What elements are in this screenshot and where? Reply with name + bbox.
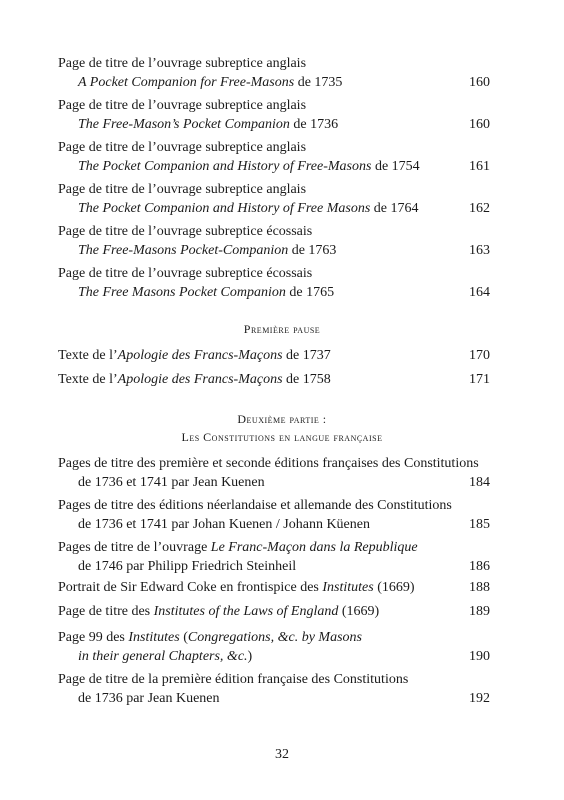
work-title: Institutes	[322, 580, 374, 595]
page-number: 160	[469, 117, 490, 132]
toc-entry	[58, 370, 490, 389]
entry-line: Page de titre de l’ouvrage subreptice anglais	[58, 56, 307, 71]
toc-entry	[58, 346, 490, 365]
page-number: 163	[469, 243, 490, 258]
part-subheading: Les Constitutions en langue française	[181, 430, 383, 444]
page-number: 185	[469, 517, 490, 532]
entry-line: Page de titre des Institutes of the Laws of England (1669)	[58, 604, 380, 619]
entry-line: de 1736 et 1741 par Johan Kuenen / Johann Küenen	[78, 517, 370, 532]
entry-date: de 1763	[288, 243, 337, 258]
entry-line: Page 99 des Institutes (Congregations, &c. by Masons	[58, 630, 362, 645]
work-title: The Pocket Companion and History of Free Masons	[78, 201, 371, 216]
work-title: Congregations, &c. by Masons	[187, 630, 362, 645]
toc-entry	[58, 222, 490, 260]
work-title: Le Franc-Maçon dans la Republique	[210, 540, 418, 555]
part-heading: Deuxième partie :	[237, 412, 327, 426]
entry-line: Pages de titre des première et seconde éditions françaises des Constitutions	[58, 456, 479, 471]
toc-entry	[58, 96, 490, 134]
work-title: Institutes of the Laws of England	[153, 604, 339, 619]
toc-entry	[58, 538, 490, 576]
page-number: 161	[469, 159, 490, 174]
entry-line: Page de titre de la première édition française des Constitutions	[58, 672, 409, 687]
entry-line	[58, 199, 490, 218]
toc-entry	[58, 180, 490, 218]
section-heading: Première pause	[243, 322, 321, 336]
page-number: 171	[469, 372, 490, 387]
entry-date: de 1735	[294, 75, 343, 90]
entry-date: de 1754	[371, 159, 420, 174]
work-title: Institutes	[128, 630, 180, 645]
page-number: 190	[469, 649, 490, 664]
toc-entry	[58, 496, 490, 534]
entry-line: Page de titre de l’ouvrage subreptice écossais	[58, 224, 313, 239]
page-number: 186	[469, 559, 490, 574]
work-title: The Free-Mason’s Pocket Companion	[78, 117, 290, 132]
toc-entry	[58, 138, 490, 176]
entry-line: Pages de titre de l’ouvrage Le Franc-Maçon dans la Republique	[58, 540, 418, 555]
entry-line: Page de titre de l’ouvrage subreptice anglais	[58, 140, 307, 155]
page-number: 184	[469, 475, 490, 490]
entry-line	[58, 157, 490, 176]
work-title: in their general Chapters, &c.	[78, 649, 248, 664]
entry-line	[58, 115, 490, 134]
work-title: Apologie des Francs-Maçons	[117, 348, 283, 363]
toc-entry	[58, 578, 490, 597]
entry-line: Pages de titre des éditions néerlandaise et allemande des Constitutions	[58, 498, 452, 513]
entry-line: de 1736 et 1741 par Jean Kuenen	[78, 475, 265, 490]
entry-line: Texte de l’Apologie des Francs-Maçons de 1737	[58, 348, 331, 363]
entry-line: in their general Chapters, &c.)	[78, 649, 253, 664]
page-number: 189	[469, 604, 490, 619]
page-number: 162	[469, 201, 490, 216]
entry-line	[58, 241, 490, 260]
work-title: A Pocket Companion for Free-Masons	[78, 75, 295, 90]
entry-date: de 1764	[370, 201, 419, 216]
work-title: Apologie des Francs-Maçons	[117, 372, 283, 387]
entry-date: de 1765	[285, 285, 335, 300]
toc-entry	[58, 54, 490, 92]
page-number: 160	[469, 75, 490, 90]
entry-line: Page de titre de l’ouvrage subreptice anglais	[58, 182, 307, 197]
page-number: 188	[469, 580, 490, 595]
page-number: 170	[469, 348, 490, 363]
entry-line: de 1736 par Jean Kuenen	[78, 691, 220, 706]
toc-entry	[58, 454, 490, 492]
entry-line: de 1746 par Philipp Friedrich Steinheil	[78, 559, 297, 574]
entry-line: Page de titre de l’ouvrage subreptice écossais	[58, 266, 313, 281]
work-title: The Free Masons Pocket Companion	[78, 285, 286, 300]
page-folio: 32	[275, 747, 289, 762]
entry-line	[58, 283, 490, 302]
entry-line	[58, 73, 490, 92]
toc-entry	[58, 670, 490, 708]
toc-entry	[58, 628, 490, 666]
entry-line: Texte de l’Apologie des Francs-Maçons de 1758	[58, 372, 331, 387]
toc-entry	[58, 602, 490, 621]
work-title: The Free-Masons Pocket-Companion	[78, 243, 289, 258]
entry-line: Portrait de Sir Edward Coke en frontispice des Institutes (1669)	[58, 580, 415, 595]
work-title: The Pocket Companion and History of Free-Masons	[78, 159, 372, 174]
page-number: 192	[469, 691, 490, 706]
entry-date: de 1736	[289, 117, 339, 132]
entry-line: Page de titre de l’ouvrage subreptice anglais	[58, 98, 307, 113]
page-number: 164	[469, 285, 490, 300]
toc-entry	[58, 264, 490, 302]
